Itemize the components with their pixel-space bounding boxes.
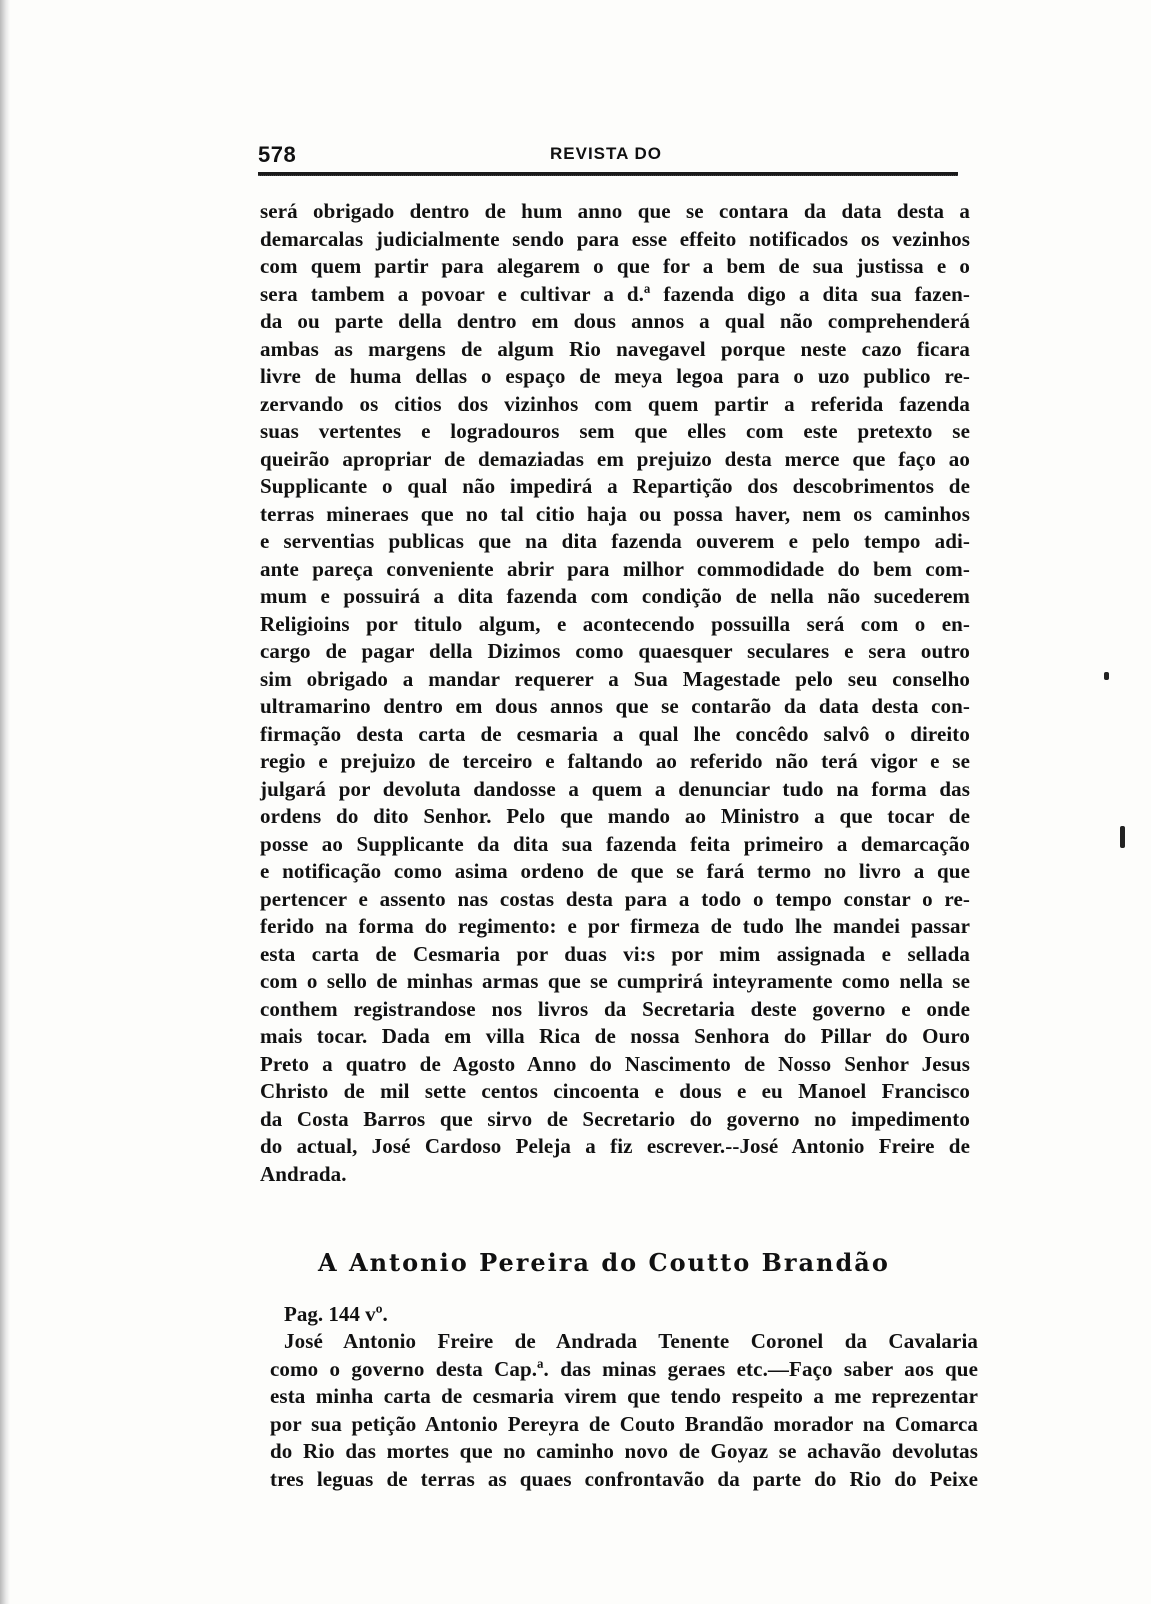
scan-edge-shadow (0, 0, 10, 1604)
text-line: José Antonio Freire de Andrada Tenente Coronel da Cavalaria (284, 1329, 978, 1353)
section-body (270, 1300, 978, 1493)
text-line: conthem registrandose nos livros da Secretaria deste governo e onde (260, 996, 970, 1021)
text-line: tres leguas de terras as quaes confrontavão da parte do Rio do Peixe (270, 1466, 978, 1491)
text-line: regio e prejuizo de terceiro e faltando ao referido não terá vigor e se (260, 749, 970, 773)
text-line: como o governo desta Cap.ª. das minas geraes etc.—Faço saber aos que (270, 1356, 978, 1381)
text-line: será obrigado dentro de hum anno que se contara da data desta a (260, 199, 970, 223)
text-line: mais tocar. Dada em villa Rica de nossa Senhora do Pillar do Ouro (260, 1024, 970, 1048)
text-line: julgará por devoluta dandosse a quem a denunciar tudo na forma das (260, 776, 970, 801)
text-line: suas vertentes e logradouros sem que elles com este pretexto se (260, 419, 970, 443)
text-line: com o sello de minhas armas que se cumprirá inteyramente como nella se (260, 969, 970, 993)
text-line: ante pareça conveniente abrir para milhor commodidade do bem com- (260, 556, 970, 581)
text-line-last: Andrada. (260, 1161, 347, 1186)
text-line: livre de huma dellas o espaço de meya legoa para o uzo publico re- (260, 364, 970, 388)
running-head: REVISTA DO (550, 144, 663, 163)
text-line: mum e possuirá a dita fazenda com condição de nella não sucederem (260, 584, 970, 608)
text-line: Christo de mil sette centos cincoenta e dous e eu Manoel Francisco (260, 1079, 970, 1103)
text-line: da ou parte della dentro em dous annos a qual não comprehenderá (260, 309, 970, 333)
text-line: esta minha carta de cesmaria virem que tendo respeito a me reprezentar (270, 1384, 978, 1408)
text-line: pertencer e assento nas costas desta para a todo o tempo constar o re- (260, 886, 970, 911)
text-line: terras mineraes que no tal citio haja ou possa haver, nem os caminhos (260, 501, 970, 526)
text-line: Supplicante o qual não impedirá a Repartição dos descobrimentos de (260, 474, 970, 498)
body-text (260, 198, 970, 1188)
margin-mark (1104, 672, 1109, 680)
text-line: demarcalas judicialmente sendo para esse effeito notificados os vezinhos (260, 226, 970, 251)
text-line: Preto a quatro de Agosto Anno do Nascimento de Nosso Senhor Jesus (260, 1051, 970, 1076)
text-line: e serventias publicas que na dita fazenda ouverem e pelo tempo adi- (260, 529, 970, 553)
text-line: ultramarino dentro em dous annos que se contarão da data desta con- (260, 694, 970, 718)
text-line: posse ao Supplicante da dita sua fazenda feita primeiro a demarcação (260, 831, 970, 856)
text-line: cargo de pagar della Dizimos como quaesquer seculares e sera outro (260, 639, 970, 663)
text-line: ambas as margens de algum Rio navegavel porque neste cazo ficara (260, 336, 970, 361)
text-line: do actual, José Cardoso Peleja a fiz escrever.--José Antonio Freire de (260, 1134, 970, 1158)
text-line: Religioins por titulo algum, e acontecendo possuilla será com o en- (260, 611, 970, 636)
page-reference: Pag. 144 vº. (284, 1302, 388, 1326)
text-line: sera tambem a povoar e cultivar a d.ª fazenda digo a dita sua fazen- (260, 281, 970, 306)
margin-mark (1120, 826, 1125, 848)
text-line: com quem partir para alegarem o que for a bem de sua justissa e o (260, 254, 970, 278)
section-title: A Antonio Pereira do Coutto Brandão (318, 1248, 890, 1277)
page-header (258, 142, 964, 182)
text-line: zervando os citios dos vizinhos com quem partir a referida fazenda (260, 391, 970, 416)
text-line: firmação desta carta de cesmaria a qual lhe concêdo salvô o direito (260, 721, 970, 746)
text-line: da Costa Barros que sirvo de Secretario do governo no impedimento (260, 1106, 970, 1131)
text-line: ordens do dito Senhor. Pelo que mando ao Ministro a que tocar de (260, 804, 970, 828)
text-line: do Rio das mortes que no caminho novo de Goyaz se achavão devolutas (270, 1439, 978, 1463)
page-number: 578 (258, 142, 297, 167)
text-line: por sua petição Antonio Pereyra de Couto Brandão morador na Comarca (270, 1411, 978, 1436)
text-line: esta carta de Cesmaria por duas vi:s por mim assignada e sellada (260, 941, 970, 966)
text-line: sim obrigado a mandar requerer a Sua Magestade pelo seu conselho (260, 666, 970, 691)
header-rule (258, 172, 958, 176)
text-line: e notificação como asima ordeno de que se fará termo no livro a que (260, 859, 970, 883)
text-line: ferido na forma do regimento: e por firmeza de tudo lhe mandei passar (260, 914, 970, 938)
text-line: queirão apropriar de demaziadas em prejuizo desta merce que faço ao (260, 446, 970, 471)
